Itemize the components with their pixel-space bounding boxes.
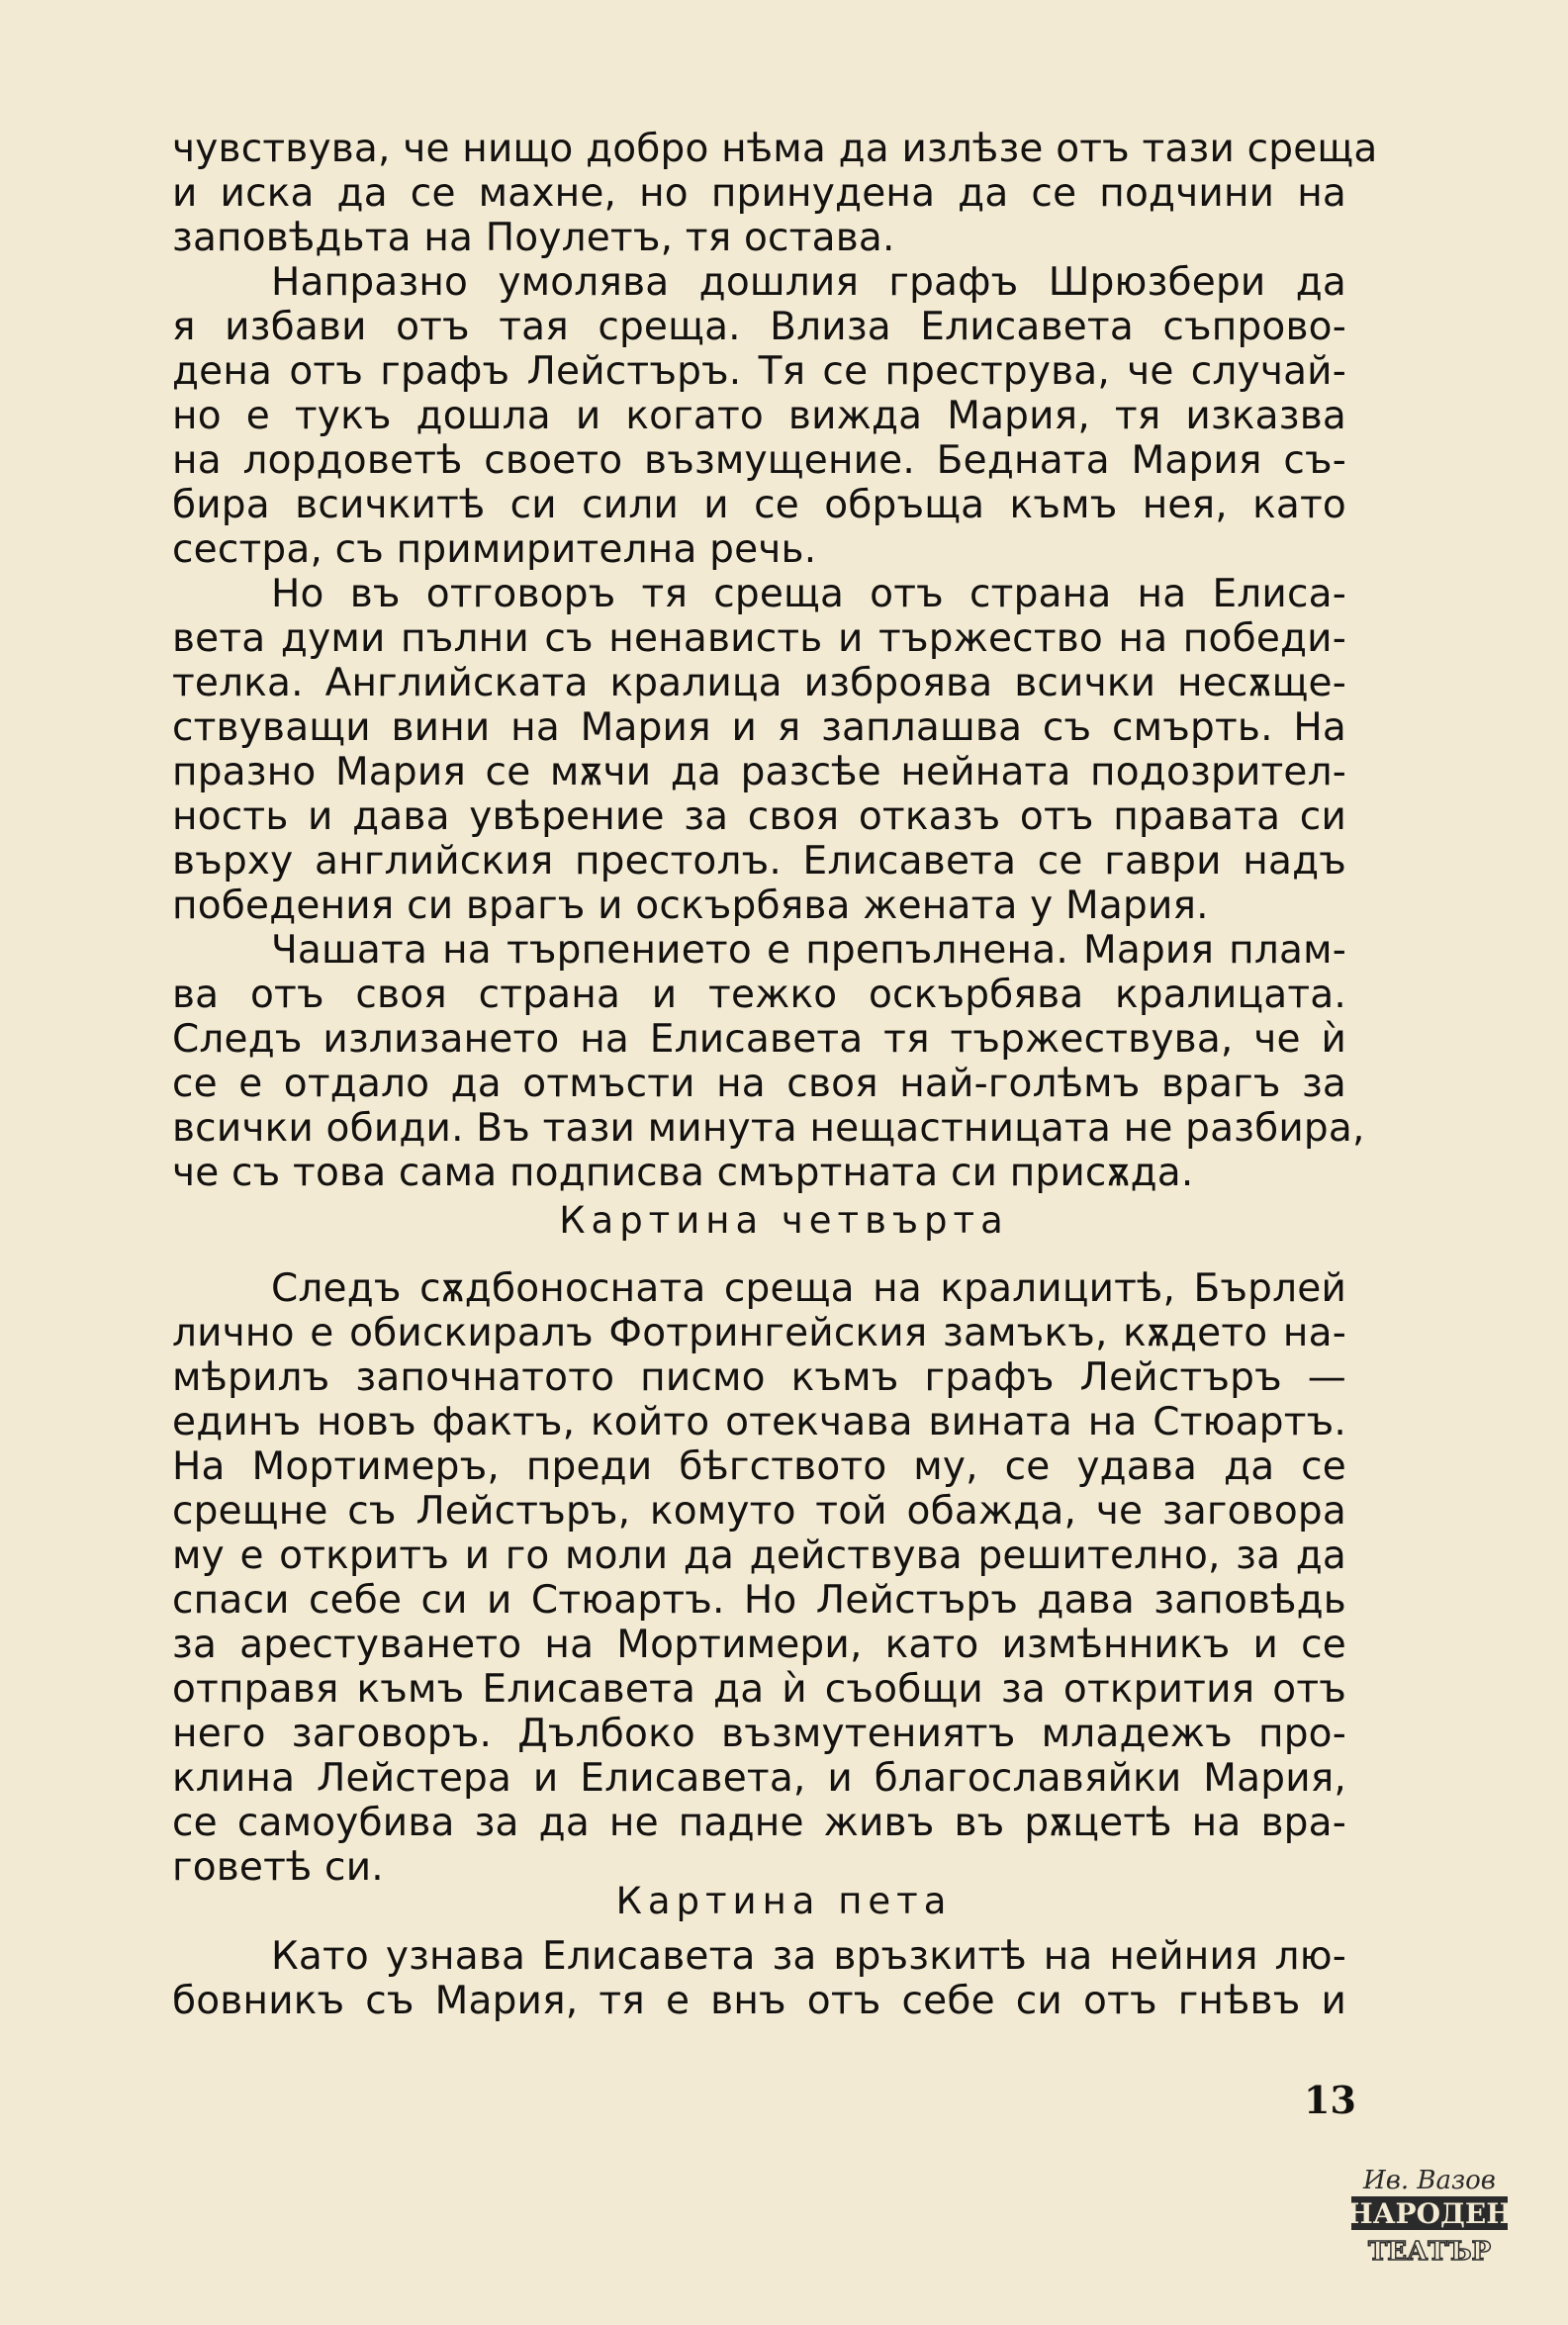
text-line: но е тукъ дошла и когато вижда Мария, тя изказва <box>172 394 1346 438</box>
theatre-stamp <box>1345 2155 1514 2274</box>
text-line: всички обиди. Въ тази минута нещастницата не разбира, <box>172 1106 1365 1151</box>
text-line: ность и дава увѣрение за своя отказъ отъ правата си <box>172 794 1346 839</box>
text-line: срещне съ Лейстъръ, комуто той обажда, че заговора <box>172 1489 1346 1534</box>
text-line: клина Лейстера и Елисавета, и благославяйки Мария, <box>172 1756 1346 1801</box>
text-line: ствуващи вини на Мария и я заплашва съ смърть. На <box>172 705 1346 750</box>
text-line: се самоубива за да не падне живъ въ рѫцетѣ на вра- <box>172 1801 1346 1845</box>
text-line: спаси себе си и Стюартъ. Но Лейстъръ дава заповѣдь <box>172 1578 1346 1623</box>
section-heading: Картина пета <box>615 1880 953 1922</box>
text-line: бовникъ съ Мария, тя е внъ отъ себе си отъ гнѣвъ и <box>172 1979 1346 2023</box>
text-line: и иска да се махне, но принудена да се подчини на <box>172 171 1346 216</box>
stamp-bottom-text: ТЕАТЪР <box>1367 2237 1492 2267</box>
text-line: празно Мария се мѫчи да разсѣе нейната подозрител- <box>172 750 1346 794</box>
text-line: вета думи пълни съ ненависть и тържество на победи- <box>172 616 1346 661</box>
text-line: Следъ излизането на Елисавета тя тържествува, че ѝ <box>172 1017 1346 1062</box>
stamp-logo-icon <box>1345 2155 1514 2274</box>
text-line: Напразно умолява дошлия графъ Шрюзбери да <box>271 260 1346 305</box>
stamp-top-text: Ив. Вазов <box>1363 2166 1496 2195</box>
text-line: говетѣ си. <box>172 1845 384 1890</box>
text-line: мѣрилъ започнатото писмо къмъ графъ Лейстъръ — <box>172 1355 1346 1400</box>
page-number: 13 <box>1304 2078 1356 2122</box>
text-line: ва отъ своя страна и тежко оскърбява кралицата. <box>172 973 1346 1017</box>
text-line: заповѣдьта на Поулетъ, тя остава. <box>172 216 895 260</box>
text-line: Но въ отговоръ тя среща отъ страна на Елиса- <box>271 572 1346 616</box>
body-text-block-3 <box>172 1934 1346 2023</box>
text-line: я избави отъ тая среща. Влиза Елисавета съпрово- <box>172 305 1346 349</box>
text-line: се е отдало да отмъсти на своя най-голѣмъ врагъ за <box>172 1062 1346 1106</box>
text-line: лично е обискиралъ Фотрингейския замъкъ, кѫдето на- <box>172 1311 1346 1355</box>
text-line: сестра, съ примирителна речь. <box>172 527 817 572</box>
text-line: Чашата на търпението е препълнена. Мария плам- <box>271 928 1346 973</box>
text-line: На Мортимеръ, преди бѣгството му, се удава да се <box>172 1444 1346 1489</box>
text-line: чувствува, че нищо добро нѣма да излѣзе отъ тази среща <box>172 127 1378 171</box>
text-line: бира всичкитѣ си сили и се обръща къмъ нея, като <box>172 483 1346 527</box>
text-line: Като узнава Елисавета за връзкитѣ на нейния лю- <box>271 1934 1346 1979</box>
text-line: отправя къмъ Елисавета да ѝ съобщи за открития отъ <box>172 1667 1346 1712</box>
text-line: него заговоръ. Дълбоко възмутениятъ младежъ про- <box>172 1712 1346 1756</box>
body-text-block-2 <box>172 1266 1346 1890</box>
text-line: на лордоветѣ своето възмущение. Бедната Мария съ- <box>172 438 1346 483</box>
text-line: единъ новъ фактъ, който отекчава вината на Стюартъ. <box>172 1400 1346 1444</box>
section-heading: Картина четвърта <box>559 1199 1009 1242</box>
text-line: телка. Английската кралица изброява всички несѫще- <box>172 661 1346 705</box>
text-line: върху английския престолъ. Елисавета се гаври надъ <box>172 839 1346 884</box>
body-text-block-1 <box>172 127 1378 1195</box>
text-line: че съ това сама подписва смъртната си присѫда. <box>172 1151 1194 1195</box>
text-line: победения си врагъ и оскърбява жената у Мария. <box>172 884 1209 928</box>
text-line: Следъ сѫдбоносната среща на кралицитѣ, Бърлей <box>271 1266 1346 1311</box>
text-line: дена отъ графъ Лейстъръ. Тя се преструва, че случай- <box>172 349 1346 394</box>
text-line: му е откритъ и го моли да действува решително, за да <box>172 1534 1346 1578</box>
text-line: за арестуването на Мортимери, като измѣнникъ и се <box>172 1623 1346 1667</box>
stamp-middle-text: НАРОДЕН <box>1346 2197 1513 2230</box>
